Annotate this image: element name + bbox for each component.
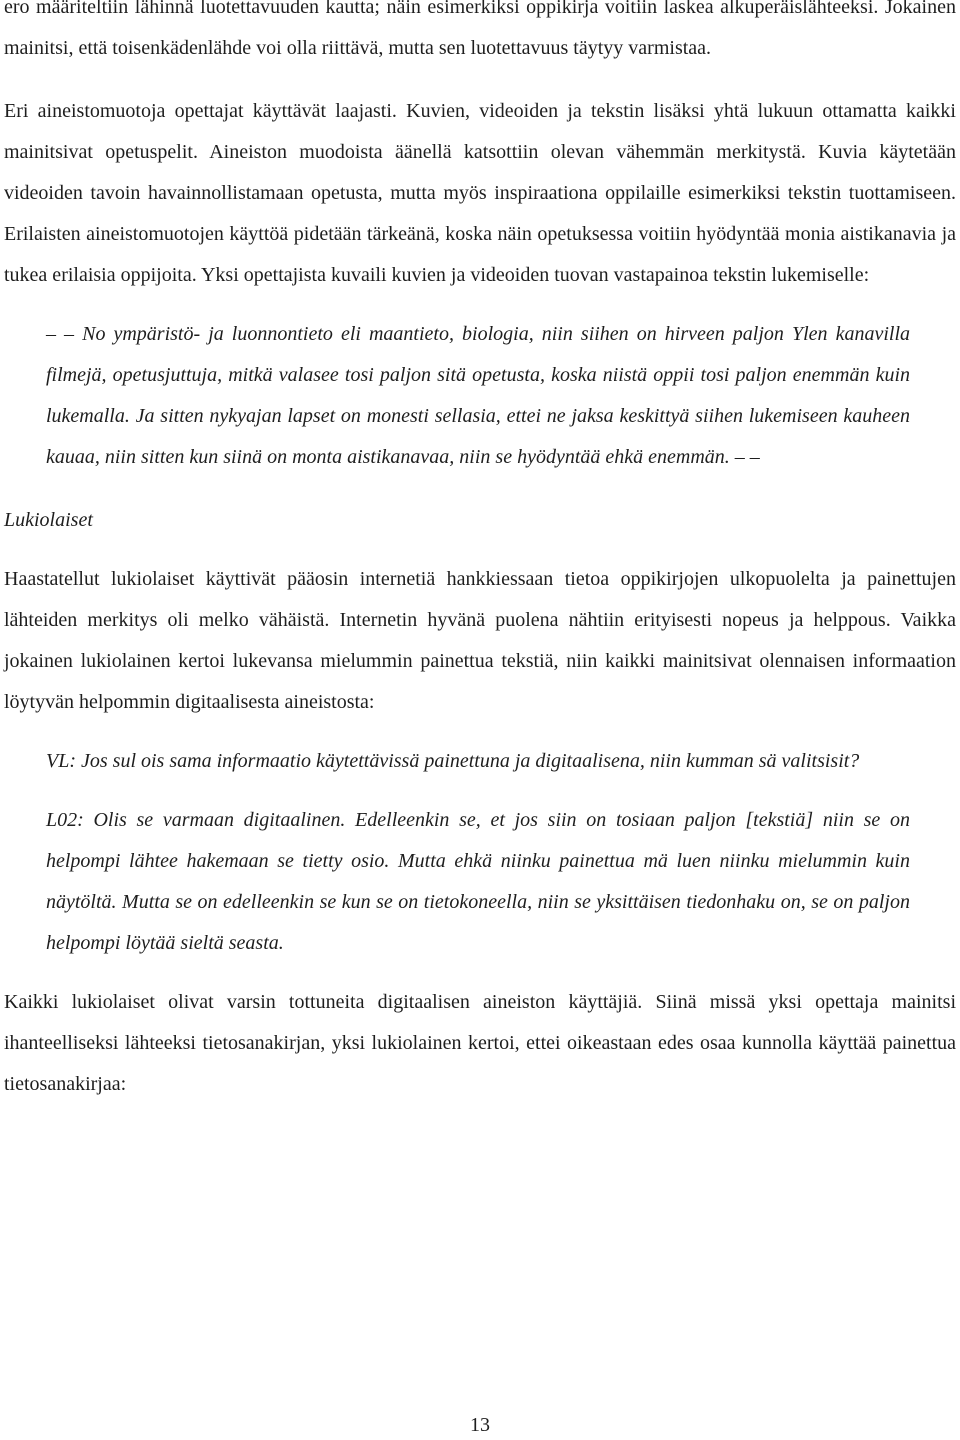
spacer — [4, 478, 956, 500]
paragraph-material-formats: Eri aineistomuotoja opettajat käyttävät laajasti. Kuvien, videoiden ja tekstin lisäksi yhtä lukuun ottamatta kaikki mainitsivat opetuspelit. Aineiston muodoista äänellä katsottiin olevan vähemmän merkitystä. Kuvia käytetään videoiden tavoin havainnollistamaan opetusta, mutta myös inspiraationa oppilaille esimerkiksi tekstin tuottamiseen. Erilaisten aineistomuotojen käyttöä pidetään tärkeänä, koska näin opetuksessa voitiin hyödyntää monia aistikanavia ja tukea erilaisia oppijoita. Yksi opettajista kuvaili kuvien ja videoiden tuovan vastapainoa tekstin lukemiselle: — [4, 100, 956, 286]
quote-student: L02: Olis se varmaan digitaalinen. Edelleenkin se, et jos siin on tosiaan paljon [tekstiä] niin se on helpompi lähtee hakemaan se tietty osio. Mutta ehkä niinku painettua mä luen niinku mielummin kuin näytöltä. Mutta se on edelleenkin se kun se on tietokoneella, niin se yksittäisen tiedonhaku on, se on paljon helpompi löytää sieltä seasta. — [46, 809, 910, 954]
spacer — [4, 964, 956, 982]
spacer — [4, 723, 956, 741]
document-page — [4, 0, 956, 1105]
quote-interviewer: VL: Jos sul ois sama informaatio käytettävissä painettuna ja digitaalisena, niin kumman sä valitsisit? — [46, 750, 860, 772]
paragraph-digital-users: Kaikki lukiolaiset olivat varsin tottuneita digitaalisen aineiston käyttäjiä. Siinä missä yksi opettaja mainitsi ihanteelliseksi lähteeksi tietosanakirjan, yksi lukiolainen kertoi, ettei oikeastaan edes osaa kunnolla käyttää painettua tietosanakirjaa: — [4, 991, 956, 1095]
paragraph-students: Haastatellut lukiolaiset käyttivät pääosin internetiä hankkiessaan tietoa oppikirjojen ulkopuolelta ja painettujen lähteiden merkitys oli melko vähäistä. Internetin hyvänä puolena nähtiin erityisesti nopeus ja helppous. Vaikka jokainen lukiolainen kertoi lukevansa mielummin painettua tekstiä, niin kaikki mainitsivat olennaisen informaation löytyvän helpommin digitaalisesta aineistosta: — [4, 568, 956, 713]
quote-teacher: – – No ympäristö- ja luonnontieto eli maantieto, biologia, niin siihen on hirveen paljon Ylen kanavilla filmejä, opetusjuttuja, mitkä valasee tosi paljon sitä opetusta, koska niistä oppii tosi paljon enemmän kuin lukemalla. Ja sitten nykyajan lapset on monesti sellasia, ettei ne jaksa keskittyä siihen lukemiseen kauheen kauaa, niin sitten kun siinä on monta aistikanavaa, niin se hyödyntää ehkä enemmän. – – — [46, 323, 910, 468]
section-heading: Lukiolaiset — [4, 509, 93, 531]
spacer — [4, 69, 956, 91]
spacer — [4, 782, 956, 800]
spacer — [4, 541, 956, 559]
spacer — [4, 296, 956, 314]
page-number: 13 — [470, 1414, 490, 1436]
paragraph-reliability: ero määriteltiin lähinnä luotettavuuden kautta; näin esimerkiksi oppikirja voitiin laskea alkuperäislähteeksi. Jokainen mainitsi, että toisenkädenlähde voi olla riittävä, mutta sen luotettavuus täytyy varmistaa. — [4, 0, 956, 59]
